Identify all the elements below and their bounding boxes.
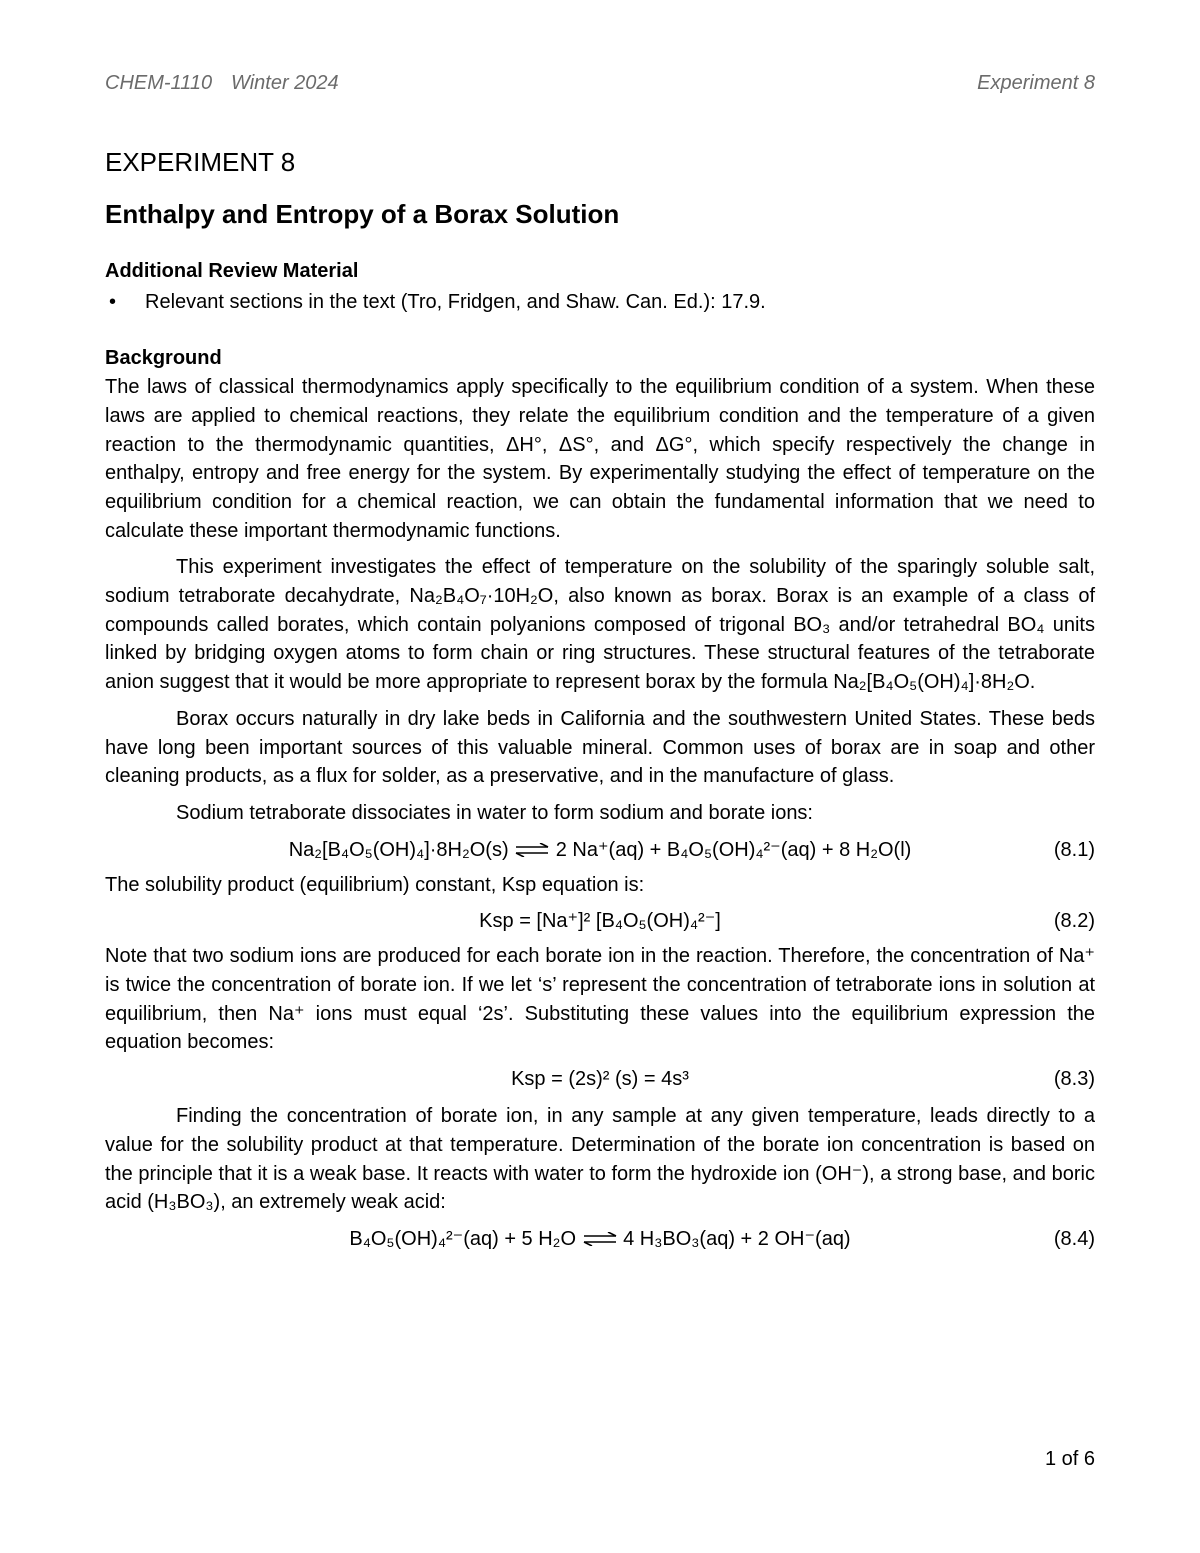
background-paragraph-7: Finding the concentration of borate ion, in any sample at any given temperature, leads directly to a value for the solubility product at that temperature. Determination of the borate ion concentration is based on the principle that it is a weak base. It reacts with water to form the hydroxide ion (OH⁻), a strong base, and boric acid (H₃BO₃), an extremely weak acid: <box>105 1105 1095 1214</box>
equation-8-3 <box>105 1065 1095 1094</box>
background-paragraph-4: Sodium tetraborate dissociates in water to form sodium and borate ions: <box>176 801 813 824</box>
experiment-title: EXPERIMENT 8 <box>105 147 296 177</box>
review-bullet-text: Relevant sections in the text (Tro, Fridgen, and Shaw. Can. Ed.): 17.9. <box>145 290 766 313</box>
page-header <box>105 72 1095 98</box>
equation-8-4 <box>105 1225 1095 1254</box>
p2-text-a: This experiment investigates the effect of temperature on the solubility of the sparingly soluble salt, sodium tetraborate decahydrate, <box>105 556 1095 608</box>
equation-8-3-number: (8.3) <box>1053 1068 1095 1091</box>
equation-8-1-number: (8.1) <box>1053 838 1095 861</box>
bullet-icon: • <box>109 290 117 313</box>
borax-formula: Na₂B₄O₇·10H₂O <box>409 585 554 608</box>
eq1-right: 2 Na⁺(aq) + B₄O₅(OH)₄²⁻(aq) + 8 H₂O(l) <box>555 838 912 861</box>
review-heading: Additional Review Material <box>105 260 359 282</box>
background-paragraph-3: Borax occurs naturally in dry lake beds in California and the southwestern United States. These beds have long been important sources of this valuable mineral. Common uses of borax are in soap and other cleaning products, as a flux for solder, as a preservative, and in the manufacture of glass. <box>105 707 1095 788</box>
p2-text-b: , also known as borax. Borax is an example of a class of compounds called borates, which contain polyanions composed of trigonal BO₃ and/or tetrahedral BO₄ units linked by bridging oxygen atoms to form chain or ring structures. These structural features of the tetraborate anion suggest that it would be more appropriate to represent borax by the formula <box>105 585 1095 694</box>
equation-8-4-body <box>105 1225 1095 1254</box>
equation-8-4-number: (8.4) <box>1053 1227 1095 1250</box>
eq1-left: Na₂[B₄O₅(OH)₄]·8H₂O(s) <box>288 838 509 861</box>
eq4-left: B₄O₅(OH)₄²⁻(aq) + 5 H₂O <box>349 1227 576 1250</box>
background-paragraph-6: Note that two sodium ions are produced for each borate ion in the reaction. Therefore, the concentration of Na⁺ is twice the concentration of borate ion. If we let ‘s’ represent the concentration of tetraborate ions in solution at equilibrium, then Na⁺ ions must equal ‘2s’. Substituting these values into the equilibrium expression the equation becomes: <box>105 945 1095 1054</box>
equation-8-3-body: Ksp = (2s)² (s) = 4s³ <box>511 1068 689 1091</box>
background-paragraph-1: The laws of classical thermodynamics apply specifically to the equilibrium condition of a system. When these laws are applied to chemical reactions, they relate the equilibrium condition and the temperature of a given reaction to the thermodynamic quantities, ΔH°, ΔS°, and ΔG°, which specify respectively the change in enthalpy, entropy and free energy for the system. By experimentally studying the effect of temperature on the equilibrium condition for a chemical reaction, we can obtain the fundamental information that we need to calculate these important thermodynamic functions. <box>105 376 1095 542</box>
background-section <box>105 344 1095 1254</box>
experiment-subtitle: Enthalpy and Entropy of a Borax Solution <box>105 199 620 229</box>
review-section <box>105 257 1095 316</box>
eq4-right: 4 H₃BO₃(aq) + 2 OH⁻(aq) <box>623 1227 851 1250</box>
background-heading: Background <box>105 347 222 370</box>
background-paragraph-2 <box>105 553 1095 697</box>
equation-8-2-body: Ksp = [Na⁺]² [B₄O₅(OH)₄²⁻] <box>479 910 721 933</box>
background-paragraph-5: The solubility product (equilibrium) constant, Ksp equation is: <box>105 873 645 896</box>
equilibrium-arrow-icon <box>582 1232 618 1246</box>
document-body <box>105 145 1095 1254</box>
equation-8-2 <box>105 907 1095 936</box>
review-bullet <box>105 288 1095 317</box>
header-term: Winter 2024 <box>231 72 339 94</box>
page-number: 1 of 6 <box>1044 1448 1095 1470</box>
equilibrium-arrow-icon <box>514 843 550 857</box>
equation-8-1-body <box>105 836 1095 865</box>
equation-8-2-number: (8.2) <box>1053 910 1095 933</box>
header-course: CHEM-1110 <box>105 72 213 94</box>
equation-8-1 <box>105 836 1095 865</box>
borax-structural-formula: Na₂[B₄O₅(OH)₄]·8H₂O. <box>833 671 1036 694</box>
header-experiment: Experiment 8 <box>977 72 1095 94</box>
